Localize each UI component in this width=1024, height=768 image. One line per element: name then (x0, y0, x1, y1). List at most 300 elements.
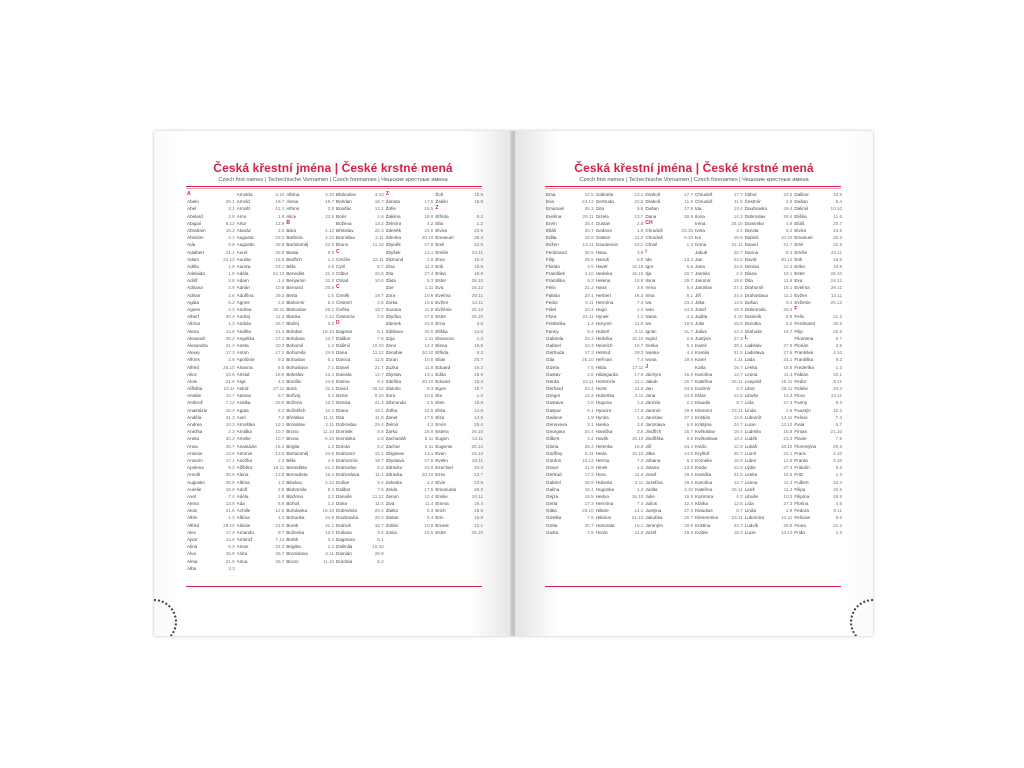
name-entry (286, 522, 334, 529)
name-text: Alice (286, 213, 297, 219)
name-entry (546, 356, 594, 363)
name-entry (386, 356, 434, 363)
name-entry (745, 378, 793, 385)
name-text: Ester (435, 529, 447, 535)
name-entry (794, 356, 842, 363)
name-entry (745, 205, 793, 212)
name-text: Amelie (236, 436, 251, 442)
name-entry (546, 277, 594, 284)
name-text: Emanuela (435, 486, 457, 492)
name-day-date: 25.4 (584, 220, 594, 226)
name-entry (794, 421, 842, 428)
name-text: Fulbert (794, 479, 809, 485)
name-day-date: 17.9 (634, 371, 644, 377)
name-entry (645, 435, 693, 442)
name-text: Eleonora (435, 335, 454, 341)
name-day-date: 24.12 (272, 271, 285, 277)
name-day-date: 21.2 (833, 522, 843, 528)
footer-rule (186, 586, 482, 587)
name-day-date: 2.5 (277, 227, 285, 233)
name-day-date: 23.10 (681, 227, 694, 233)
name-entry (695, 493, 743, 500)
name-day-date: 15.1 (374, 450, 384, 456)
name-entry (596, 464, 644, 471)
name-day-date: 5.11 (424, 443, 434, 449)
name-day-date: 26.5 (833, 486, 843, 492)
name-text: Dušan (645, 206, 659, 212)
name-text: D (336, 320, 340, 327)
name-entry (435, 256, 483, 263)
name-day-date: 23.3 (783, 436, 793, 442)
names-column (745, 191, 793, 581)
name-text: Fabián (794, 371, 809, 377)
name-day-date: 2.2 (686, 400, 694, 406)
name-day-date: 12.4 (424, 493, 434, 499)
name-text: Anna (236, 558, 248, 564)
name-text: Achille (236, 508, 251, 514)
name-text: Bruna (286, 436, 299, 442)
name-entry (745, 522, 793, 529)
name-day-date: 13.8 (225, 501, 235, 507)
name-text: Zbyslav (385, 371, 402, 377)
name-entry (187, 514, 235, 521)
name-entry (596, 270, 644, 277)
name-entry (645, 313, 693, 320)
name-entry (237, 234, 285, 241)
name-text: Angelika (236, 335, 255, 341)
name-entry (435, 349, 483, 356)
name-entry (596, 299, 644, 306)
name-text: Azalka (236, 400, 251, 406)
name-text: A (187, 191, 191, 197)
name-day-date: 1.3 (327, 256, 335, 262)
name-day-date: 19.5 (733, 235, 743, 241)
name-entry (745, 213, 793, 220)
name-text: Helmut (595, 350, 611, 356)
name-text: Luděk (744, 436, 758, 442)
name-text: Fanny (546, 328, 559, 334)
name-text: Zlatko (385, 508, 399, 514)
name-day-date: 2.12 (325, 314, 335, 320)
name-entry (237, 256, 285, 263)
name-entry (435, 249, 483, 256)
name-text: Zdeňka (385, 378, 402, 384)
name-day-date: 6.1 (587, 407, 594, 413)
name-day-date: 23.5 (474, 227, 484, 233)
name-text: Běla (286, 263, 296, 269)
name-text: Žaneta (385, 199, 400, 205)
name-day-date: 25.9 (275, 249, 285, 255)
name-entry (386, 428, 434, 435)
name-entry (286, 550, 334, 557)
name-entry (336, 385, 384, 392)
name-entry (596, 522, 644, 529)
name-text: Zdravko (385, 465, 403, 471)
name-day-date: 23.6 (325, 213, 335, 219)
name-entry (794, 378, 842, 385)
page-title: Česká křestní jména | České krstné mená (574, 161, 814, 175)
name-day-date: 27.8 (424, 457, 434, 463)
name-entry (596, 435, 644, 442)
name-entry (187, 306, 235, 313)
name-text: Fritz (794, 472, 804, 478)
name-entry (745, 292, 793, 299)
name-day-date: 17.3 (225, 529, 235, 535)
name-text: Filip (794, 328, 803, 334)
name-text: Berta (286, 292, 298, 298)
name-day-date: 1.3 (835, 364, 843, 370)
name-day-date: 21.6 (225, 558, 235, 564)
name-text: Ivo (695, 235, 702, 241)
name-text: Irma (645, 292, 655, 298)
name-entry (745, 507, 793, 514)
name-day-date: 3.8 (636, 429, 644, 435)
name-text: Axel (187, 493, 196, 499)
name-text: Fiala (794, 422, 805, 427)
name-text: Klement (695, 407, 712, 413)
name-entry (596, 191, 644, 198)
name-text: Ž (385, 191, 389, 197)
page-title: Česká křestní jména | České krstné mená (213, 161, 453, 175)
name-day-date: 27.3 (733, 335, 743, 341)
name-entry (645, 306, 693, 313)
name-text: Diana (336, 407, 349, 413)
name-entry (546, 414, 594, 421)
name-entry (286, 364, 334, 371)
name-day-date: 25.8 (783, 522, 793, 528)
name-entry (695, 464, 743, 471)
name-entry (386, 256, 434, 263)
name-text: B (286, 219, 290, 226)
name-text: Leopold (744, 378, 762, 384)
name-day-date: 3.8 (636, 285, 644, 291)
name-text: Faustýn (794, 407, 811, 413)
name-day-date: 19.7 (374, 307, 384, 312)
name-day-date: 19.1 (783, 271, 793, 277)
name-day-date: 19.3 (733, 307, 743, 312)
name-day-date: 17.3 (225, 350, 235, 356)
name-text: Hedvika (595, 271, 613, 277)
name-day-date: 2.11 (325, 422, 335, 427)
name-day-date: 24.9 (325, 350, 335, 356)
name-text: Aurora (236, 263, 251, 269)
name-text: Hortenzie (595, 378, 616, 384)
name-entry (695, 220, 743, 227)
name-entry (745, 399, 793, 406)
name-text: Estera (435, 429, 449, 435)
name-entry (286, 428, 334, 435)
name-text: Alexandra (187, 342, 208, 348)
name-text: Bořek (286, 537, 299, 542)
name-day-date: 18.3 (474, 378, 484, 384)
name-day-date: 9.3 (835, 400, 843, 406)
name-text: Arno (236, 213, 247, 219)
name-day-date: 5.11 (424, 436, 434, 442)
name-day-date: 19.3 (684, 472, 694, 478)
name-day-date: 11.6 (634, 529, 644, 535)
name-day-date: 4.10 (833, 450, 843, 456)
name-entry (695, 385, 743, 392)
binding-hole-decoration (154, 599, 177, 636)
name-text: Zora (385, 393, 396, 399)
name-text: Alfréd (187, 522, 200, 528)
name-entry (286, 407, 334, 414)
name-text: Gabriel (546, 342, 561, 348)
name-entry (336, 457, 384, 464)
name-entry (695, 306, 743, 313)
name-day-date: 14.5 (684, 450, 694, 456)
name-entry (596, 378, 644, 385)
name-entry (386, 479, 434, 486)
name-day-date: 4.4 (686, 350, 694, 356)
name-day-date: 2.6 (785, 199, 793, 205)
title-rule (186, 186, 482, 187)
name-entry (596, 457, 644, 464)
name-day-date: 16.3 (634, 292, 644, 298)
name-text: Klementina (695, 515, 718, 521)
name-day-date: 12.8 (733, 393, 743, 399)
name-day-date: 21.6 (225, 508, 235, 514)
name-entry (435, 263, 483, 270)
name-day-date: 21.10 (631, 515, 644, 521)
name-entry (286, 514, 334, 521)
name-day-date: 24.11 (582, 314, 594, 320)
name-text: Kamilka (695, 472, 712, 478)
name-text: Benjamin (286, 278, 306, 284)
name-text: Heřman (595, 357, 613, 363)
name-text: Chrudoš (645, 235, 663, 241)
name-day-date: 17.5 (424, 199, 434, 205)
name-entry (386, 392, 434, 399)
name-day-date: 7.5 (835, 436, 843, 442)
name-text: Alba (187, 565, 197, 571)
name-text: Hildegarda (595, 371, 618, 377)
name-entry (794, 443, 842, 450)
name-day-date: 24.12 (471, 450, 484, 456)
name-entry (794, 263, 842, 270)
name-day-date: 25.3 (584, 443, 594, 449)
name-day-date: 23.5 (374, 271, 384, 277)
name-text: Adalbert (187, 249, 205, 255)
name-text: Ela (435, 393, 442, 399)
name-text: Ida (695, 206, 702, 212)
names-columns (546, 191, 842, 581)
name-entry (546, 364, 594, 371)
names-column (286, 191, 334, 581)
name-day-date: 14.3 (733, 213, 743, 219)
name-entry (546, 421, 594, 428)
name-day-date: 22.3 (374, 227, 384, 233)
name-entry (435, 328, 483, 335)
name-entry (794, 457, 842, 464)
name-day-date: 26.10 (471, 529, 484, 535)
name-text: Hanka (595, 422, 609, 427)
name-entry (695, 191, 743, 198)
name-entry (237, 550, 285, 557)
name-entry (187, 277, 235, 284)
name-day-date: 26.10 (471, 278, 484, 284)
name-text: Agnes (236, 299, 250, 305)
name-text: Dominika (744, 220, 764, 226)
name-day-date: 3.10 (275, 192, 285, 197)
name-day-date: 9.7 (277, 529, 285, 535)
name-text: L (744, 334, 748, 341)
name-text: Elfrída (435, 213, 449, 219)
name-text: Bohuš (286, 501, 300, 507)
name-day-date: 4.8 (785, 220, 793, 226)
name-day-date: 1.9 (228, 271, 235, 277)
name-text: Kvida (695, 465, 707, 471)
name-text: Filomena (794, 335, 814, 341)
name-text: Hanuš (595, 256, 609, 262)
name-entry (794, 191, 842, 198)
name-entry (745, 479, 793, 486)
name-entry (336, 234, 384, 241)
name-day-date: 21.6 (275, 522, 285, 528)
name-day-date: 21.3 (325, 465, 335, 471)
name-day-date: 13.1 (424, 450, 434, 456)
name-entry (386, 249, 434, 256)
name-text: Boleslav (286, 371, 304, 377)
name-entry (546, 428, 594, 435)
title-rule-inner (545, 188, 841, 189)
name-entry (386, 493, 434, 500)
name-day-date: 17.5 (424, 414, 434, 420)
name-day-date: 21.1 (225, 249, 235, 255)
letter-heading (645, 249, 693, 256)
name-entry (237, 464, 285, 471)
name-entry (794, 284, 842, 291)
name-day-date: 27.3 (684, 508, 694, 514)
name-day-date: 12.5 (275, 508, 285, 514)
name-text: Hubert (595, 328, 610, 334)
name-day-date: 21.7 (374, 364, 384, 370)
name-text: Borek (286, 522, 299, 528)
name-text: Eva (546, 199, 554, 205)
name-entry (596, 256, 644, 263)
name-day-date: 16.1 (634, 522, 644, 528)
name-day-date: 4.10 (584, 271, 594, 277)
name-day-date: 10.6 (424, 522, 434, 528)
name-entry (546, 500, 594, 507)
name-text: Abigail (187, 220, 201, 226)
name-entry (645, 479, 693, 486)
name-day-date: 6.2 (785, 321, 793, 327)
name-day-date: 3.8 (636, 422, 644, 427)
name-day-date: 10.6 (424, 357, 434, 363)
name-day-date: 27.6 (783, 342, 793, 348)
name-day-date: 6.12 (225, 220, 235, 226)
name-text: Godfrey (546, 450, 563, 456)
name-text: Lenka (744, 472, 758, 478)
name-day-date: 20.8 (325, 285, 335, 291)
name-text: Čeňka (336, 307, 350, 312)
name-entry (286, 292, 334, 299)
name-day-date: 15.10 (631, 493, 644, 499)
name-entry (596, 205, 644, 212)
name-text: Lucie (744, 422, 756, 427)
name-day-date: 13.2 (374, 220, 384, 226)
name-entry (695, 270, 743, 277)
name-day-date: 1.9 (277, 493, 285, 499)
name-text: Hilarie (595, 508, 609, 514)
name-entry (386, 399, 434, 406)
name-text: Elvis (435, 479, 446, 485)
name-entry (435, 306, 483, 313)
name-entry (187, 263, 235, 270)
name-text: Aloisie (236, 522, 251, 528)
name-day-date: 10.3 (225, 422, 235, 427)
name-day-date: 1.3 (476, 335, 484, 341)
name-day-date: 2.8 (587, 371, 594, 377)
name-day-date: 9.4 (377, 529, 384, 535)
name-entry (286, 558, 334, 565)
name-entry (237, 320, 285, 327)
name-text: Filip (546, 256, 555, 262)
name-text: Erika (435, 271, 446, 277)
name-entry (435, 234, 483, 241)
name-text: Ivo (645, 321, 652, 327)
name-day-date: 11.10 (322, 558, 335, 564)
name-text: Jaroslava (645, 422, 666, 427)
name-entry (745, 464, 793, 471)
name-text: Klárka (695, 501, 709, 507)
name-text: Ladislava (744, 350, 765, 356)
name-day-date: 18.7 (275, 199, 285, 205)
name-text: Lída (744, 501, 754, 507)
name-day-date: 11.1 (375, 472, 384, 478)
name-text: Aristid (236, 371, 250, 377)
name-entry (237, 486, 285, 493)
name-text: Bára (286, 227, 297, 233)
name-entry (596, 306, 644, 313)
name-entry (336, 227, 384, 234)
name-entry (745, 407, 793, 414)
name-day-date: 1.3 (835, 472, 843, 478)
name-entry (435, 270, 483, 277)
name-entry (237, 205, 285, 212)
name-entry (695, 443, 743, 450)
name-day-date: 4.2 (426, 220, 434, 226)
name-entry (645, 270, 693, 277)
name-day-date: 24.4 (584, 307, 594, 312)
name-entry (546, 450, 594, 457)
name-text: Doubravka (744, 206, 767, 212)
name-text: Gertrud (546, 472, 562, 478)
name-text: Žarko (385, 429, 398, 435)
name-text: Elvíra (435, 227, 448, 233)
name-day-date: 29.4 (783, 213, 793, 219)
name-text: Ada (187, 242, 196, 248)
name-text: Zlata (385, 278, 396, 284)
name-text: Alina (187, 544, 198, 550)
name-day-date: 2.5 (426, 256, 434, 262)
name-entry (286, 392, 334, 399)
name-entry (546, 479, 594, 486)
name-day-date: 15.10 (631, 335, 644, 341)
name-text: Aurelie (236, 256, 251, 262)
name-text: Beata (286, 249, 299, 255)
name-text: Alma (187, 558, 198, 564)
name-text: Alva (187, 551, 196, 557)
name-day-date: 10.7 (275, 436, 285, 442)
name-text: Honorata (595, 522, 615, 528)
name-text: Dana (645, 213, 657, 219)
name-entry (745, 241, 793, 248)
name-text: Chval (645, 242, 658, 248)
name-day-date: 27.11 (273, 386, 285, 392)
name-text: Abelard (187, 213, 203, 219)
